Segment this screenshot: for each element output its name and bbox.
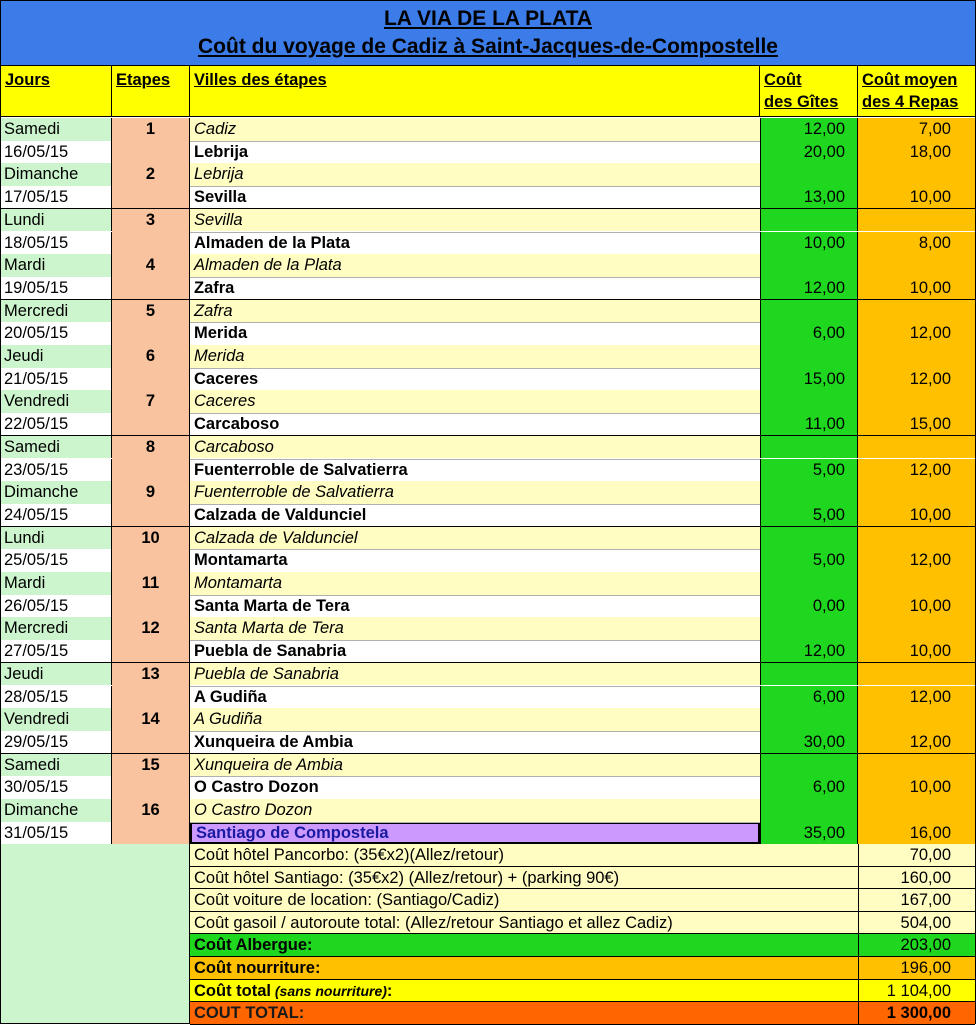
repas-cost: 10,00 (858, 595, 975, 618)
city-from: A Gudiña (190, 708, 760, 731)
repas-cost: 12,00 (858, 731, 975, 754)
city-to: Santa Marta de Tera (190, 595, 760, 618)
repas-cost-from (858, 708, 975, 731)
gite-cost: 6,00 (760, 686, 858, 709)
half-row-separator (190, 413, 760, 414)
city-to: Calzada de Valdunciel (190, 504, 760, 527)
day-name: Mercredi (1, 300, 112, 323)
half-row-separator (190, 322, 760, 323)
summary-label-text: COUT TOTAL: (194, 1004, 305, 1023)
repas-cost: 10,00 (858, 504, 975, 527)
repas-cost-from: 7,00 (858, 118, 975, 141)
half-row-separator (190, 459, 760, 460)
gite-cost: 13,00 (760, 186, 858, 209)
half-row-separator (190, 186, 760, 187)
etape-number: 7 (112, 390, 190, 435)
etape-number: 8 (112, 436, 190, 481)
day-name: Jeudi (1, 345, 112, 368)
repas-cost-from (858, 572, 975, 595)
summary-left-blank (1, 844, 190, 1023)
city-to: Montamarta (190, 549, 760, 572)
summary-label-suffix: : (386, 981, 393, 1000)
repas-cost-from (858, 527, 975, 550)
half-row-separator (190, 232, 760, 233)
day-name: Mardi (1, 254, 112, 277)
header-gites-line2: des Gîtes (764, 93, 839, 111)
summary-value: 160,00 (858, 867, 975, 890)
header-gites-line1: Coût (764, 71, 802, 89)
day-date: 16/05/15 (1, 141, 112, 164)
repas-cost-from (858, 345, 975, 368)
etape-number: 14 (112, 708, 190, 753)
gite-cost: 12,00 (760, 277, 858, 300)
gite-cost: 10,00 (760, 232, 858, 255)
half-row-separator (190, 686, 760, 687)
repas-cost-from (858, 663, 975, 686)
half-row-separator (190, 368, 760, 369)
gite-cost: 15,00 (760, 368, 858, 391)
gite-cost-from (760, 572, 858, 595)
summary-label (190, 1002, 858, 1025)
repas-cost-from (858, 481, 975, 504)
summary-label (190, 867, 858, 890)
page-title: LA VIA DE LA PLATA (383, 7, 593, 30)
gite-cost-from (760, 527, 858, 550)
city-from: Santa Marta de Tera (190, 617, 760, 640)
half-row-separator (190, 504, 760, 505)
summary-label (190, 957, 858, 980)
half-row-separator (190, 640, 760, 641)
repas-cost: 12,00 (858, 549, 975, 572)
summary-label-text: Coût voiture de location: (Santiago/Cadiz) (194, 891, 500, 910)
day-date: 21/05/15 (1, 368, 112, 391)
summary-value: 1 300,00 (858, 1002, 975, 1025)
header-jours: Jours (1, 66, 112, 117)
city-to: Santiago de Compostela (190, 822, 760, 845)
title-band (1, 1, 975, 66)
header-repas (858, 66, 975, 117)
day-name: Lundi (1, 527, 112, 550)
summary-label-text: Coût hôtel Santiago: (35€x2) (Allez/retour) + (parking 90€) (194, 868, 620, 887)
repas-cost: 15,00 (858, 413, 975, 436)
half-row-separator (190, 141, 760, 142)
gite-cost-from (760, 799, 858, 822)
repas-cost-from (858, 617, 975, 640)
summary-label (190, 844, 858, 867)
day-date: 27/05/15 (1, 640, 112, 663)
etape-number: 3 (112, 209, 190, 254)
summary-label-text: Coût total (194, 981, 271, 1000)
day-date: 18/05/15 (1, 232, 112, 255)
etape-number: 12 (112, 617, 190, 662)
day-date: 30/05/15 (1, 776, 112, 799)
city-from: Xunqueira de Ambia (190, 754, 760, 777)
city-to: Xunqueira de Ambia (190, 731, 760, 754)
header-etapes: Etapes (112, 66, 190, 117)
day-name: Mardi (1, 572, 112, 595)
repas-cost-from (858, 209, 975, 232)
city-to: O Castro Dozon (190, 776, 760, 799)
half-row-separator (190, 822, 760, 823)
day-name: Vendredi (1, 708, 112, 731)
gite-cost-from (760, 345, 858, 368)
day-name: Jeudi (1, 663, 112, 686)
etape-number: 2 (112, 163, 190, 208)
summary-label-text: Coût Albergue: (194, 936, 313, 955)
gite-cost-from (760, 436, 858, 459)
gite-cost-from: 12,00 (760, 118, 858, 141)
repas-cost: 12,00 (858, 686, 975, 709)
city-from: Sevilla (190, 209, 760, 232)
repas-cost: 12,00 (858, 322, 975, 345)
etape-number: 10 (112, 527, 190, 572)
gite-cost: 11,00 (760, 413, 858, 436)
city-to: Lebrija (190, 141, 760, 164)
repas-cost: 10,00 (858, 277, 975, 300)
day-name: Dimanche (1, 163, 112, 186)
day-date: 17/05/15 (1, 186, 112, 209)
summary-value: 167,00 (858, 889, 975, 912)
gite-cost-from (760, 209, 858, 232)
city-to: Caceres (190, 368, 760, 391)
city-to: Merida (190, 322, 760, 345)
gite-cost: 6,00 (760, 776, 858, 799)
gite-cost-from (760, 617, 858, 640)
city-from: Zafra (190, 300, 760, 323)
gite-cost-from (760, 481, 858, 504)
etape-number: 15 (112, 754, 190, 799)
repas-cost: 12,00 (858, 368, 975, 391)
city-to: Zafra (190, 277, 760, 300)
etape-number: 1 (112, 118, 190, 163)
day-name: Vendredi (1, 390, 112, 413)
repas-cost-from (858, 754, 975, 777)
half-row-separator (190, 776, 760, 777)
repas-cost: 16,00 (858, 822, 975, 845)
city-from: Calzada de Valdunciel (190, 527, 760, 550)
day-date: 23/05/15 (1, 459, 112, 482)
summary-label-note: (sans nourriture) (270, 982, 387, 999)
repas-cost: 12,00 (858, 459, 975, 482)
summary-label-text: Coût nourriture: (194, 959, 321, 977)
summary-label (190, 889, 858, 912)
city-from: Almaden de la Plata (190, 254, 760, 277)
gite-cost: 5,00 (760, 549, 858, 572)
repas-cost-from (858, 163, 975, 186)
half-row-separator (190, 731, 760, 732)
city-to: Fuenterroble de Salvatierra (190, 459, 760, 482)
repas-cost: 8,00 (858, 232, 975, 255)
summary-value: 1 104,00 (858, 980, 975, 1003)
city-to: Carcaboso (190, 413, 760, 436)
etape-number: 11 (112, 572, 190, 617)
half-row-separator (190, 277, 760, 278)
city-from: Montamarta (190, 572, 760, 595)
gite-cost: 0,00 (760, 595, 858, 618)
day-date: 26/05/15 (1, 595, 112, 618)
half-row-separator (190, 549, 760, 550)
repas-cost: 18,00 (858, 141, 975, 164)
gite-cost: 30,00 (760, 731, 858, 754)
gite-cost-from (760, 708, 858, 731)
summary-value: 504,00 (858, 912, 975, 935)
etape-number: 16 (112, 799, 190, 844)
repas-cost: 10,00 (858, 776, 975, 799)
day-date: 29/05/15 (1, 731, 112, 754)
gite-cost: 12,00 (760, 640, 858, 663)
day-name: Lundi (1, 209, 112, 232)
summary-value: 70,00 (858, 844, 975, 867)
summary-label (190, 912, 858, 935)
day-date: 20/05/15 (1, 322, 112, 345)
day-date: 24/05/15 (1, 504, 112, 527)
city-from: Lebrija (190, 163, 760, 186)
city-from: O Castro Dozon (190, 799, 760, 822)
etape-number: 13 (112, 663, 190, 708)
city-from: Caceres (190, 390, 760, 413)
repas-cost: 10,00 (858, 640, 975, 663)
city-from: Fuenterroble de Salvatierra (190, 481, 760, 504)
city-to: Sevilla (190, 186, 760, 209)
repas-cost: 10,00 (858, 186, 975, 209)
header-gites (760, 66, 858, 117)
repas-cost-from (858, 436, 975, 459)
city-from: Puebla de Sanabria (190, 663, 760, 686)
gite-cost: 6,00 (760, 322, 858, 345)
etape-number: 6 (112, 345, 190, 390)
day-name: Samedi (1, 754, 112, 777)
day-date: 25/05/15 (1, 549, 112, 572)
gite-cost: 20,00 (760, 141, 858, 164)
city-from: Cadiz (190, 118, 760, 141)
city-from: Carcaboso (190, 436, 760, 459)
etape-number: 4 (112, 254, 190, 299)
header-repas-line2: des 4 Repas (862, 93, 959, 111)
gite-cost: 35,00 (760, 822, 858, 845)
repas-cost-from (858, 390, 975, 413)
summary-label (190, 980, 858, 1003)
city-from: Merida (190, 345, 760, 368)
day-date: 31/05/15 (1, 822, 112, 845)
city-to: A Gudiña (190, 686, 760, 709)
gite-cost-from (760, 663, 858, 686)
day-name: Dimanche (1, 799, 112, 822)
summary-label-text: Coût hôtel Pancorbo: (35€x2)(Allez/retour) (194, 846, 504, 864)
day-name: Mercredi (1, 617, 112, 640)
summary-value: 203,00 (858, 934, 975, 957)
gite-cost-from (760, 254, 858, 277)
repas-cost-from (858, 254, 975, 277)
day-name: Samedi (1, 436, 112, 459)
day-date: 28/05/15 (1, 686, 112, 709)
summary-value: 196,00 (858, 957, 975, 980)
summary-label-text: Coût gasoil / autoroute total: (Allez/retour Santiago et allez Cadiz) (194, 913, 673, 932)
header-villes: Villes des étapes (190, 66, 760, 117)
repas-cost-from (858, 799, 975, 822)
city-to: Puebla de Sanabria (190, 640, 760, 663)
city-to: Almaden de la Plata (190, 232, 760, 255)
gite-cost-from (760, 300, 858, 323)
header-repas-line1: Coût moyen (862, 71, 958, 89)
page-subtitle: Coût du voyage de Cadiz à Saint-Jacques-de-Compostelle (198, 35, 778, 58)
gite-cost: 5,00 (760, 459, 858, 482)
etape-number: 9 (112, 481, 190, 526)
half-row-separator (190, 595, 760, 596)
day-name: Dimanche (1, 481, 112, 504)
day-name: Samedi (1, 118, 112, 141)
repas-cost-from (858, 300, 975, 323)
day-date: 22/05/15 (1, 413, 112, 436)
gite-cost-from (760, 163, 858, 186)
day-date: 19/05/15 (1, 277, 112, 300)
summary-label (190, 934, 858, 957)
gite-cost-from (760, 390, 858, 413)
etape-number: 5 (112, 300, 190, 345)
gite-cost-from (760, 754, 858, 777)
gite-cost: 5,00 (760, 504, 858, 527)
